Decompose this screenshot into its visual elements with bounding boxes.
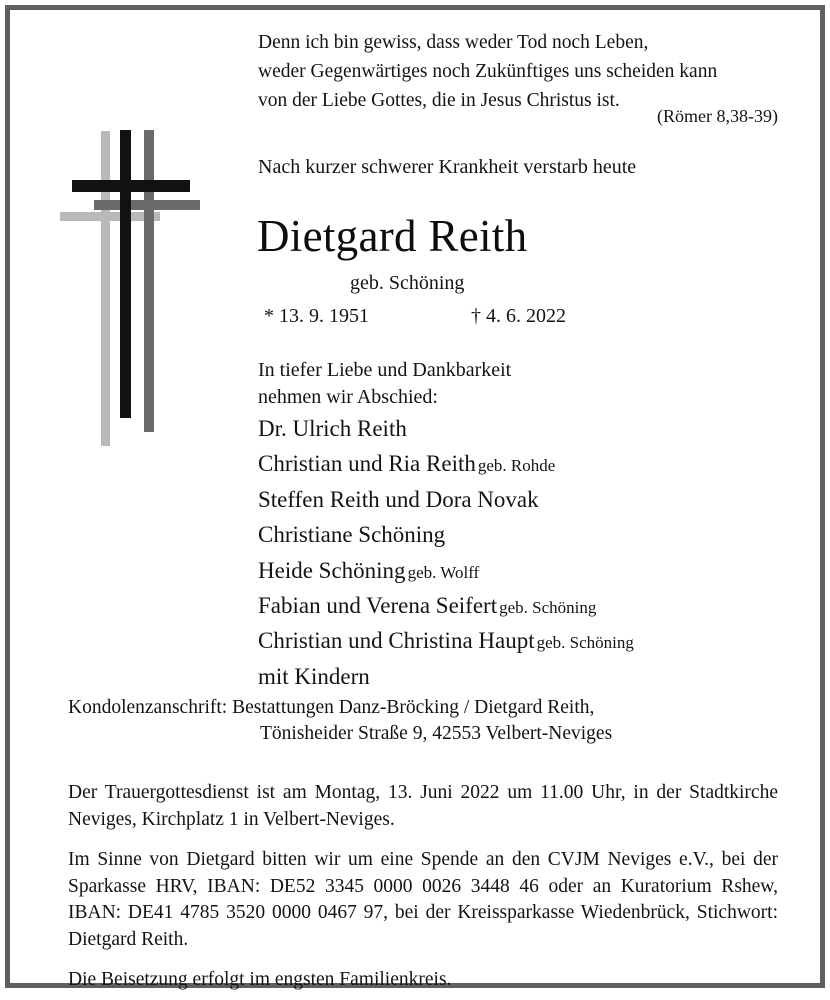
mourner-name: Dr. Ulrich Reith [258,416,407,441]
footer-paragraphs [68,780,778,994]
mourners-list [258,412,634,695]
mourner-name: Fabian und Verena Seifert [258,593,498,619]
mourner-name: Christiane Schöning [258,522,446,548]
cross-svg [48,130,238,470]
verse-line-3: von der Liebe Gottes, die in Jesus Christus ist. [258,90,620,111]
cross-light-vertical [101,131,110,446]
mourner-nee: geb. Schöning [536,633,634,653]
mourner-nee: geb. Rohde [477,456,556,476]
donation-paragraph: Im Sinne von Dietgard bitten wir um eine Spende an den CVJM Neviges e.V., bei der Sparkasse HRV, IBAN: DE52 3345 0000 0026 3448 46 oder an Kuratorium Rshew, IBAN: DE41 4785 3520 0000 0467 97, bei der Kreissparkasse Wiedenbrück, Stichwort: Dietgard Reith. [68,849,778,950]
list-item [258,660,634,695]
burial-paragraph: Die Beisetzung erfolgt im engsten Familienkreis. [68,969,452,990]
list-item [258,518,634,553]
farewell-line-2: nehmen wir Abschied: [258,386,438,408]
deceased-name: Dietgard Reith [257,211,528,261]
mourner-nee [445,527,447,546]
mourner-nee: geb. Wolff [407,562,480,582]
list-item [258,412,634,447]
mourner-name: mit Kindern [258,663,370,689]
verse-reference: (Römer 8,38-39) [657,106,778,126]
mourner-nee: geb. Schöning [499,598,597,618]
maiden-name: geb. Schöning [350,272,465,294]
farewell-line-1: In tiefer Liebe und Dankbarkeit [258,359,512,381]
cross-dark-vertical [144,130,154,432]
mourner-name: Heide Schöning [258,557,406,583]
verse-line-2: weder Gegenwärtiges noch Zukünftiges uns scheiden kann [258,61,718,82]
list-item [258,624,634,659]
list-item [258,554,634,589]
condolence-address [68,695,778,747]
birth-date: * 13. 9. 1951 [264,305,369,327]
notice-content [10,10,820,990]
bible-verse [258,28,778,115]
farewell-intro [258,357,511,411]
mourner-nee [407,421,409,440]
list-item [258,483,634,518]
triple-cross-icon [48,130,238,470]
mourner-name: Steffen Reith und Dora Novak [258,486,539,512]
mourner-nee [370,669,372,688]
service-paragraph: Der Trauergottesdienst ist am Montag, 13. Juni 2022 um 11.00 Uhr, in der Stadtkirche Neviges, Kirchplatz 1 in Velbert-Neviges. [68,782,778,830]
mourner-name: Christian und Christina Haupt [258,628,535,654]
list-item [258,589,634,624]
condolence-line-2: Tönisheider Straße 9, 42553 Velbert-Neviges [260,723,613,744]
mourner-name: Christian und Ria Reith [258,451,476,477]
verse-line-1: Denn ich bin gewiss, dass weder Tod noch Leben, [258,32,649,53]
condolence-line-1: Kondolenzanschrift: Bestattungen Danz-Bröcking / Dietgard Reith, [68,697,595,718]
mourner-nee [539,492,541,511]
announcement-lead: Nach kurzer schwerer Krankheit verstarb heute [258,156,637,178]
death-date: † 4. 6. 2022 [471,305,566,327]
list-item [258,447,634,482]
cross-black-vertical [120,130,131,418]
